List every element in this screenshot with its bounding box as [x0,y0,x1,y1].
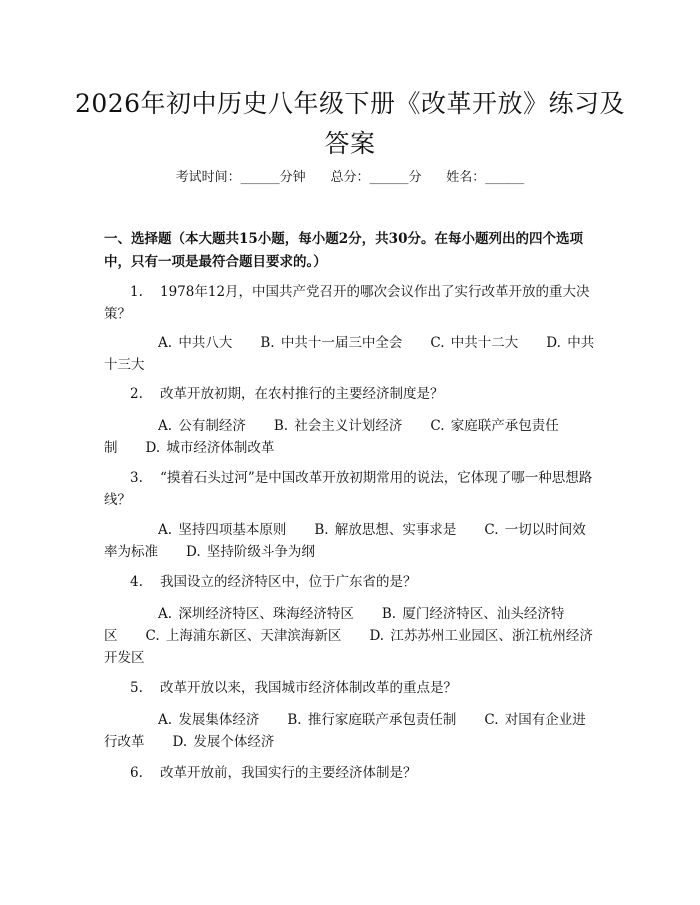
question-number: 2. [130,386,143,402]
question-1 [104,281,596,325]
question-number: 4. [130,574,143,590]
option-a: A. 深圳经济特区、珠海经济特区 [158,606,354,622]
option-c: C. 上海浦东新区、天津滨海新区 [145,628,342,644]
question-text: 1978年12月，中国共产党召开的哪次会议作出了实行改革开放的重大决策？ [104,284,590,322]
option-d: D. 江苏苏州工业园区、浙江杭州经济开发区 [104,628,593,666]
option-b: B. 解放思想、实事求是 [314,522,457,538]
exam-time-field: 考试时间：______分钟 [175,170,306,185]
question-3-options [104,519,596,563]
question-4-options [104,603,596,669]
question-number: 5. [130,680,143,696]
option-b: B. 社会主义计划经济 [273,418,403,434]
question-1-options [104,332,596,376]
question-3 [104,467,596,511]
question-number: 1. [130,284,143,300]
total-score-field: 总分：______分 [330,170,422,185]
question-4 [104,571,596,593]
option-b: B. 推行家庭联产承包责任制 [287,712,457,728]
question-text: 我国设立的经济特区中，位于广东省的是？ [160,574,417,590]
question-number: 3. [130,470,143,486]
question-text: “摸着石头过河”是中国改革开放初期常用的说法，它体现了哪一种思想路线？ [104,470,593,508]
option-d: D. 中共十三大 [104,335,595,373]
option-d: D. 发展个体经济 [172,734,275,750]
section-heading-multiple-choice: 一、选择题（本大题共15小题，每小题2分，共30分。在每小题列出的四个选项中，只有一项是最符合题目要求的。） [104,231,583,270]
question-text: 改革开放前，我国实行的主要经济体制是？ [160,765,417,781]
question-5-options [104,709,596,753]
option-c: C. 家庭联产承包责任制 [104,418,559,456]
option-c: C. 中共十二大 [430,335,519,351]
question-text: 改革开放以来，我国城市经济体制改革的重点是？ [160,680,457,696]
exam-meta-line [0,168,700,188]
option-b: B. 中共十一届三中全会 [260,335,403,351]
question-number: 6. [130,765,143,781]
student-name-field: 姓名：______ [446,170,525,185]
question-6 [104,762,596,784]
option-d: D. 坚持阶级斗争为纲 [186,544,315,560]
option-a: A. 坚持四项基本原则 [158,522,287,538]
question-text: 改革开放初期，在农村推行的主要经济制度是？ [160,386,444,402]
document-title: 2026年初中历史八年级下册《改革开放》练习及答案 [74,89,626,158]
option-c: C. 一切以时间效率为标准 [104,522,586,560]
option-a: A. 中共八大 [158,335,233,351]
option-d: D. 城市经济体制改革 [145,440,275,456]
option-a: A. 公有制经济 [158,418,246,434]
question-5 [104,677,596,699]
question-2 [104,383,596,405]
question-2-options [104,415,596,459]
option-b: B. 厦门经济特区、汕头经济特区 [104,606,565,644]
option-c: C. 对国有企业进行改革 [104,712,586,750]
option-a: A. 发展集体经济 [158,712,260,728]
